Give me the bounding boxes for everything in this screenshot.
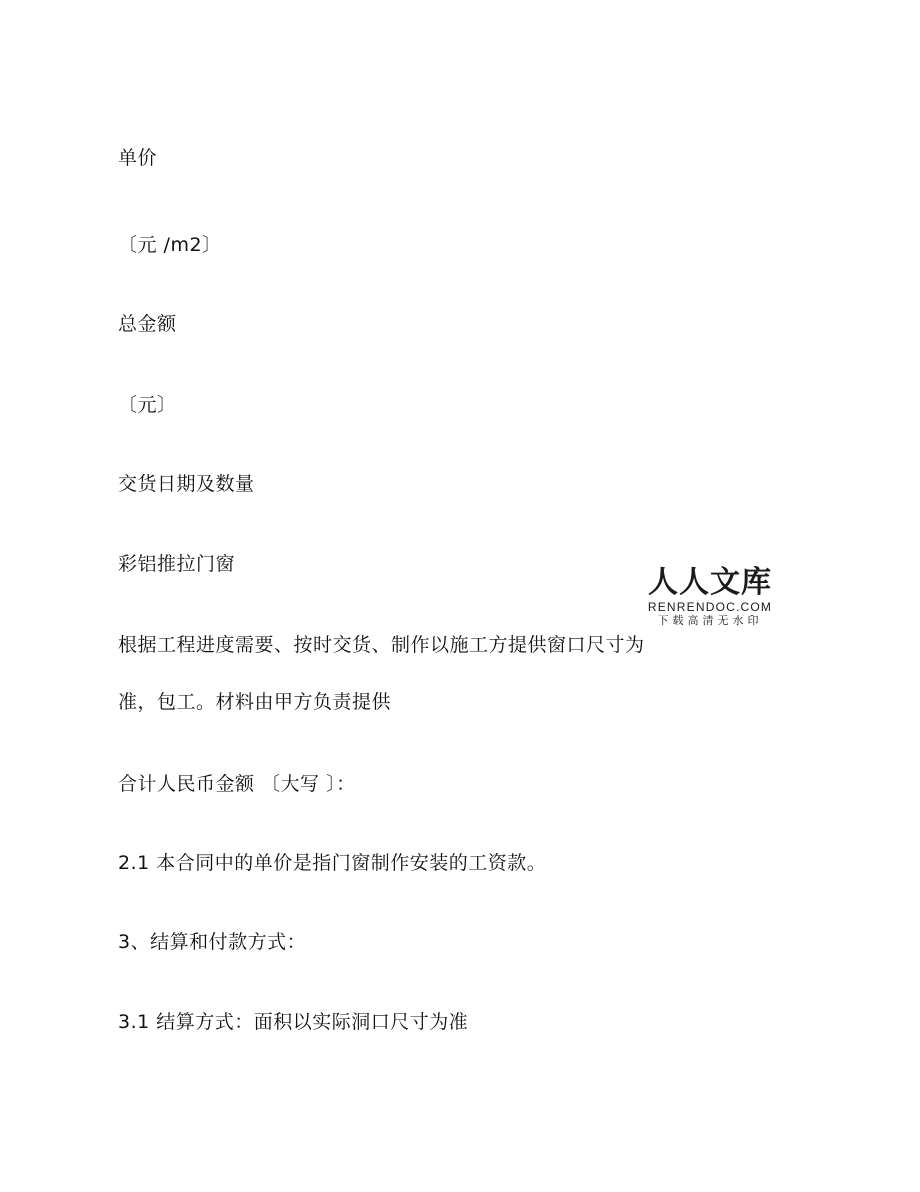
watermark-logo [646, 566, 774, 628]
text-line-unit-price-unit: 〔元 /m2〕 [118, 234, 222, 256]
text-line-delivery-terms-2: 准，包工。材料由甲方负责提供 [118, 691, 392, 713]
text-line-delivery-date: 交货日期及数量 [118, 473, 255, 495]
text-line-total-amount-unit: 〔元〕 [118, 394, 177, 416]
text-line-total-rmb: 合计人民币金额 〔大写 〕： [118, 773, 356, 795]
text-line-delivery-terms-1: 根据工程进度需要、按时交货、制作以施工方提供窗口尺寸为 [118, 634, 645, 656]
text-line-section-3: 3、结算和付款方式： [118, 931, 307, 953]
text-line-unit-price: 单价 [118, 147, 158, 169]
text-line-item-name: 彩铝推拉门窗 [118, 553, 236, 575]
text-line-clause-3-1: 3.1 结算方式：面积以实际洞口尺寸为准 [118, 1011, 469, 1033]
text-line-clause-2-1: 2.1 本合同中的单价是指门窗制作安装的工资款。 [118, 852, 547, 874]
watermark-domain: RENRENDOC.COM [647, 600, 773, 614]
watermark-title: 人人文库 [648, 565, 772, 600]
text-line-total-amount: 总金额 [118, 313, 177, 335]
watermark-tagline: 下载高清无水印 [657, 614, 763, 627]
